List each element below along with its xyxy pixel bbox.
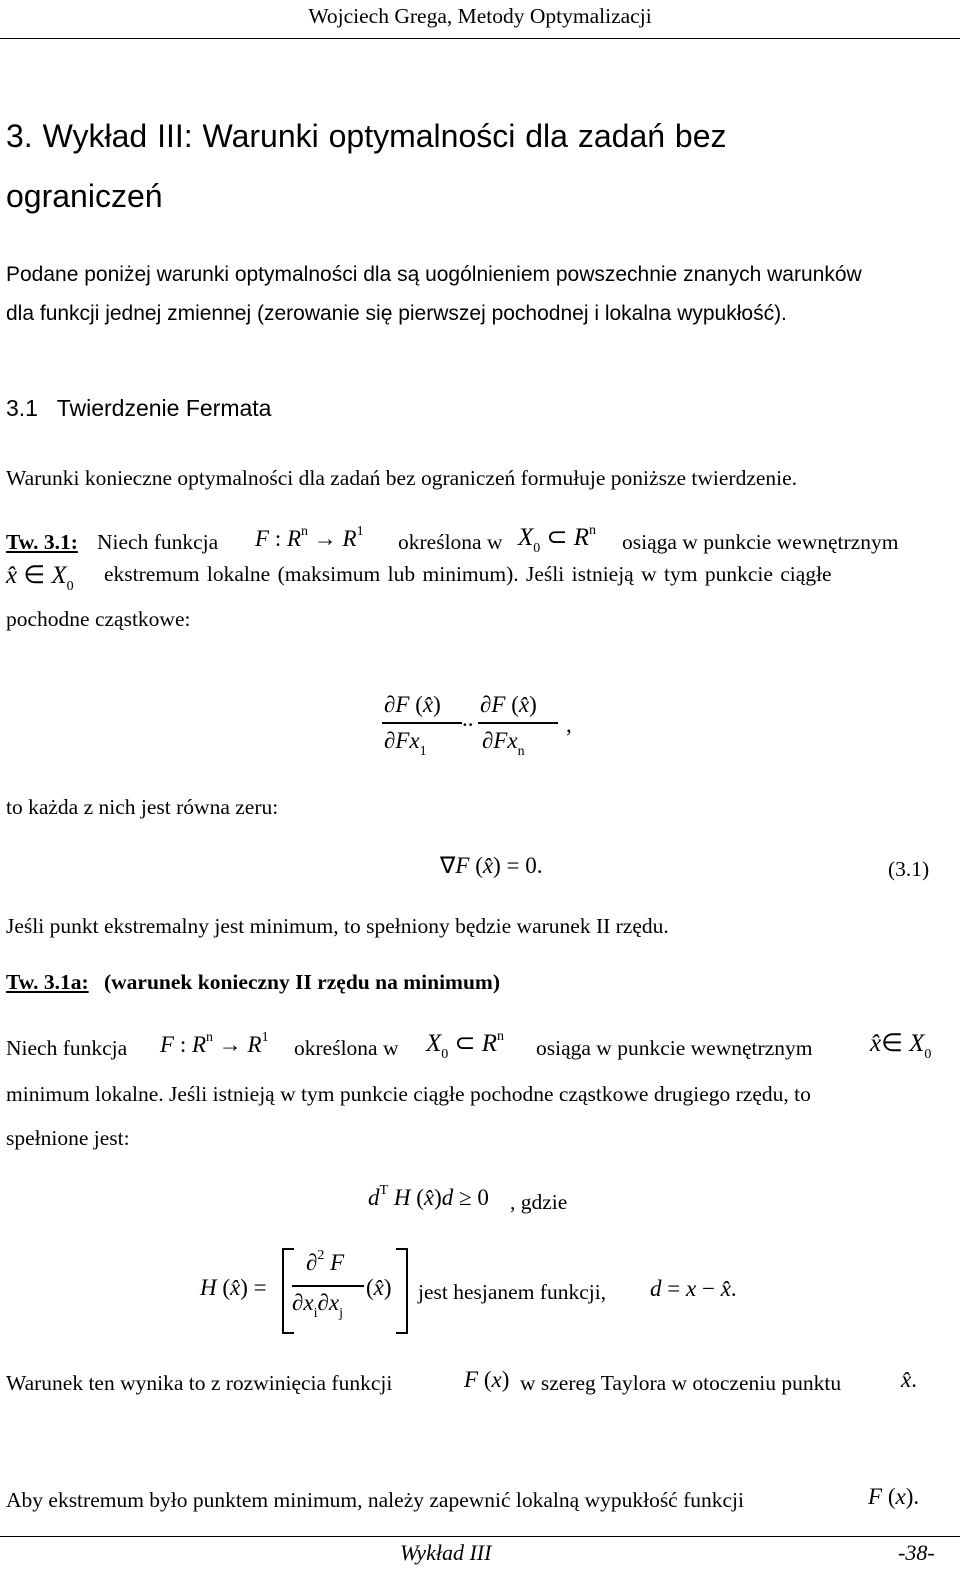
formula-xhat-in-x0-2: x̂∈ $X_0$: [870, 1030, 932, 1062]
quadratic-form: $d^T$ H (x̂)d ≥ 0: [368, 1183, 489, 1210]
partial-derivative-1-bar: [382, 722, 462, 724]
theorem-1-text-c: osiąga w punkcie wewnętrznym: [622, 530, 899, 554]
partial-derivative-n-bar: [478, 722, 558, 724]
theorem-1-text-b: określona w: [398, 530, 503, 554]
theorem-1a-text-a: Niech funkcja: [6, 1036, 128, 1060]
ellipsis-dots: ..: [462, 706, 474, 731]
theorem-1-text-a: Niech funkcja: [97, 530, 219, 554]
formula-f-rn-r1: F : $R^n \to R^1$: [255, 524, 364, 551]
running-header: Wojciech Grega, Metody Optymalizacji: [308, 4, 652, 28]
formula-xhat-end: x̂.: [901, 1367, 917, 1392]
header-rule: [0, 38, 960, 39]
theorem-1-label: Tw. 3.1:: [6, 530, 78, 554]
theorem-1-text-d: ekstremum lokalne (maksimum lub minimum). Jeśli istnieją w tym punkcie ciągłe: [104, 562, 832, 586]
page-title-line2: ograniczeń: [6, 178, 163, 214]
theorem-1a-title: (warunek konieczny II rzędu na minimum): [104, 970, 500, 994]
hessian-fraction-bar: [292, 1285, 364, 1287]
gradient-equation: ∇F (x̂) = 0.: [440, 853, 543, 878]
paragraph-conditions: Warunki konieczne optymalności dla zadań bez ograniczeń formułuje poniższe twierdzenie.: [6, 466, 798, 490]
intro-line1: Podane poniżej warunki optymalności dla są uogólnieniem powszechnie znanych warunków: [6, 263, 862, 286]
formula-fx-2: F (x).: [868, 1484, 920, 1509]
hessian-argument: (x̂): [366, 1275, 392, 1300]
formula-f-rn-r1-2: F : $R^n \to R^1$: [160, 1030, 269, 1057]
equation-number: (3.1): [888, 857, 930, 881]
intro-line2: dla funkcji jednej zmiennej (zerowanie się pierwszej pochodnej i lokalna wypukłość).: [6, 302, 787, 325]
theorem-1a-text-b: określona w: [294, 1036, 399, 1060]
partial-derivative-1-numerator: ∂F (x̂): [384, 692, 441, 717]
formula-x0-subset-rn-2: $X_0$ ⊂ $R^n$: [426, 1029, 505, 1062]
d-definition: d = x − x̂.: [650, 1276, 737, 1301]
theorem-1a-text-e: spełnione jest:: [6, 1126, 130, 1150]
footer-page-number: -38-: [898, 1540, 935, 1565]
hessian-lhs: H (x̂) =: [200, 1275, 267, 1300]
footer-lecture: Wykład III: [400, 1540, 492, 1565]
taylor-text-a: Warunek ten wynika to z rozwinięcia funkcji: [6, 1371, 393, 1395]
page-title-line1: 3. Wykład III: Warunki optymalności dla zadań bez: [6, 118, 727, 154]
partial-derivative-n-numerator: ∂F (x̂): [480, 692, 537, 717]
gdzie-text: , gdzie: [510, 1190, 568, 1214]
theorem-1a-text-d: minimum lokalne. Jeśli istnieją w tym punkcie ciągłe pochodne cząstkowe drugiego rzędu, to: [6, 1082, 811, 1106]
formula-fx: F (x): [464, 1367, 510, 1392]
taylor-text-b: w szereg Taylora w otoczeniu punktu: [520, 1371, 842, 1395]
paragraph-second-order: Jeśli punkt ekstremalny jest minimum, to spełniony będzie warunek II rzędu.: [6, 914, 669, 938]
partial-derivative-n-denominator: $\partial Fx_n$: [482, 728, 525, 759]
formula-xhat-in-x0: x̂ ∈ $X_0$: [6, 562, 74, 594]
hessian-text: jest hesjanem funkcji,: [418, 1280, 607, 1304]
theorem-1a-text-c: osiąga w punkcie wewnętrznym: [536, 1036, 813, 1060]
comma: ,: [566, 712, 572, 737]
hessian-denominator: $\partial x_i\partial x_j$: [292, 1290, 343, 1321]
theorem-1-text-e: pochodne cząstkowe:: [6, 607, 191, 631]
formula-x0-subset-rn: $X_0$ ⊂ $R^n$: [518, 523, 597, 556]
right-bracket: [396, 1248, 408, 1334]
hessian-numerator: ∂$^2$ F: [306, 1248, 345, 1275]
convexity-text: Aby ekstremum było punktem minimum, należy zapewnić lokalną wypukłość funkcji: [6, 1488, 745, 1512]
theorem-1a-label: Tw. 3.1a:: [6, 970, 89, 994]
partial-derivative-1-denominator: $\partial Fx_1$: [384, 728, 427, 759]
footer-rule: [0, 1536, 960, 1537]
theorem-1-text-f: to każda z nich jest równa zeru:: [6, 795, 279, 819]
section-heading: 3.1 Twierdzenie Fermata: [6, 395, 272, 421]
